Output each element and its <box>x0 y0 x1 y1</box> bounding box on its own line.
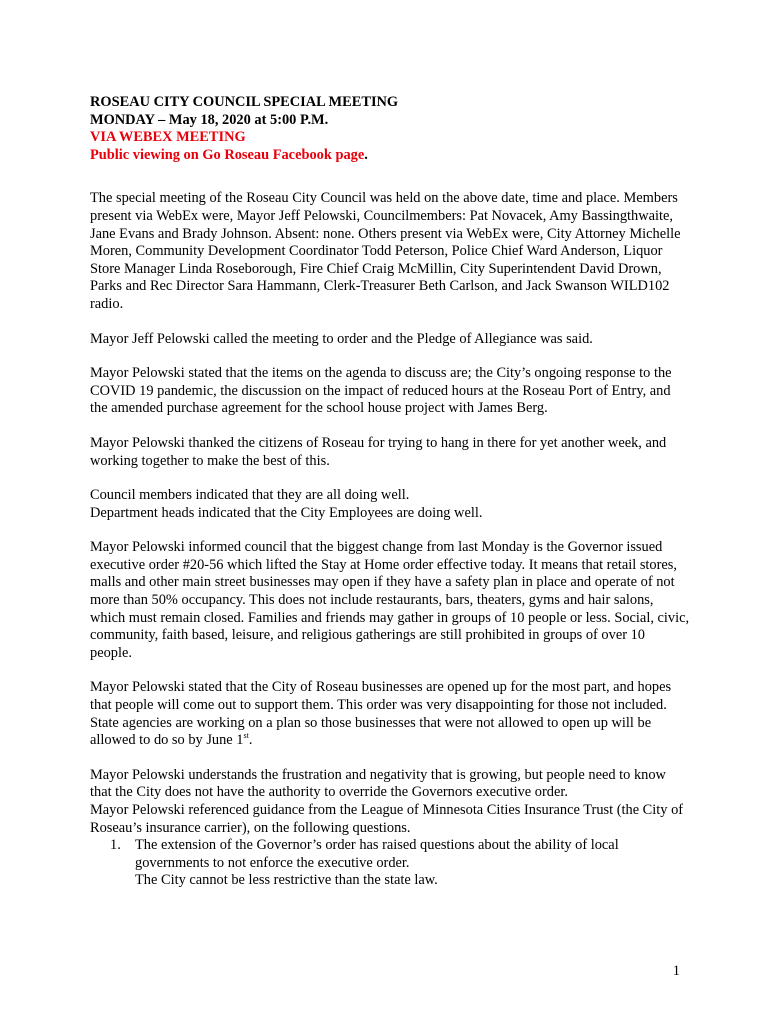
attendance-paragraph: The special meeting of the Roseau City Council was held on the above date, time and place. Members present via WebEx were, Mayor Jeff Pelowski, Councilmembers: Pat Novacek, Amy Bassingthwaite, Jane Evans and Brady Johnson. Absent: none. Others present via WebEx were, City Attorney Michelle Moren, Community Development Coordinator Todd Peterson, Police Chief Ward Anderson, Liquor Store Manager Linda Roseborough, Fire Chief Craig McMillin, City Superintendent David Drown, Parks and Rec Director Sara Hammann, Clerk-Treasurer Beth Carlson, and Jack Swanson WILD102 radio. <box>90 190 681 312</box>
executive-order-paragraph: Mayor Pelowski informed council that the biggest change from last Monday is the Governor issued executive order #20-56 which lifted the Stay at Home order effective today. It means that retail stores, malls and other main street businesses may open if they have a safety plan in place and operate of not more than 50% occupancy. This does not include restaurants, bars, theaters, gyms and hair salons, which must remain closed. Families and friends may gather in groups of 10 people or less. Social, civic, community, faith based, leisure, and religious gatherings are still prohibited in groups of over 10 people. <box>90 539 690 661</box>
public-viewing-text: Public viewing on Go Roseau Facebook page <box>90 146 365 163</box>
list-item-text: The extension of the Governor’s order has raised questions about the ability of local governments to not enforce the executive order. <box>135 837 619 871</box>
page-number: 1 <box>672 963 680 979</box>
public-viewing-period: . <box>364 146 368 163</box>
guidance-paragraph: Mayor Pelowski referenced guidance from the League of Minnesota Cities Insurance Trust (the City of Roseau’s insurance carrier), on the following questions. <box>90 802 684 836</box>
meeting-venue: VIA WEBEX MEETING <box>90 129 246 146</box>
meeting-title: ROSEAU CITY COUNCIL SPECIAL MEETING <box>90 94 399 110</box>
ordinal-suffix: st <box>243 731 249 741</box>
businesses-period: . <box>248 732 253 749</box>
list-item-number: 1. <box>110 837 121 854</box>
list-item <box>90 837 690 890</box>
frustration-paragraph: Mayor Pelowski understands the frustration and negativity that is growing, but people need to know that the City does not have the authority to override the Governors executive order. <box>90 766 666 801</box>
list-item-answer: The City cannot be less restrictive than the state law. <box>135 872 438 889</box>
call-to-order-paragraph: Mayor Jeff Pelowski called the meeting to order and the Pledge of Allegiance was said. <box>90 330 593 347</box>
questions-list <box>90 837 690 890</box>
document-page <box>90 94 690 890</box>
thanks-paragraph: Mayor Pelowski thanked the citizens of Roseau for trying to hang in there for yet another week, and working together to make the best of this. <box>90 434 667 469</box>
meeting-date: MONDAY – May 18, 2020 at 5:00 P.M. <box>90 111 329 128</box>
agenda-paragraph: Mayor Pelowski stated that the items on the agenda to discuss are; the City’s ongoing response to the COVID 19 pandemic, the discussion on the impact of reduced hours at the Roseau Port of Entry, and the amended purchase agreement for the school house project with James Berg. <box>90 365 672 417</box>
businesses-paragraph <box>90 679 690 749</box>
department-status-line: Department heads indicated that the City Employees are doing well. <box>90 504 483 521</box>
list-item-body <box>135 837 690 890</box>
council-status-line: Council members indicated that they are all doing well. <box>90 487 410 504</box>
public-viewing-note <box>90 147 690 165</box>
businesses-text: Mayor Pelowski stated that the City of Roseau businesses are opened up for the most part, and hopes that people will come out to support them. This order was very disappointing for those not included. State agencies are working on a plan so those businesses that were not allowed to open up will be allowed to do so by June 1 <box>90 679 672 749</box>
